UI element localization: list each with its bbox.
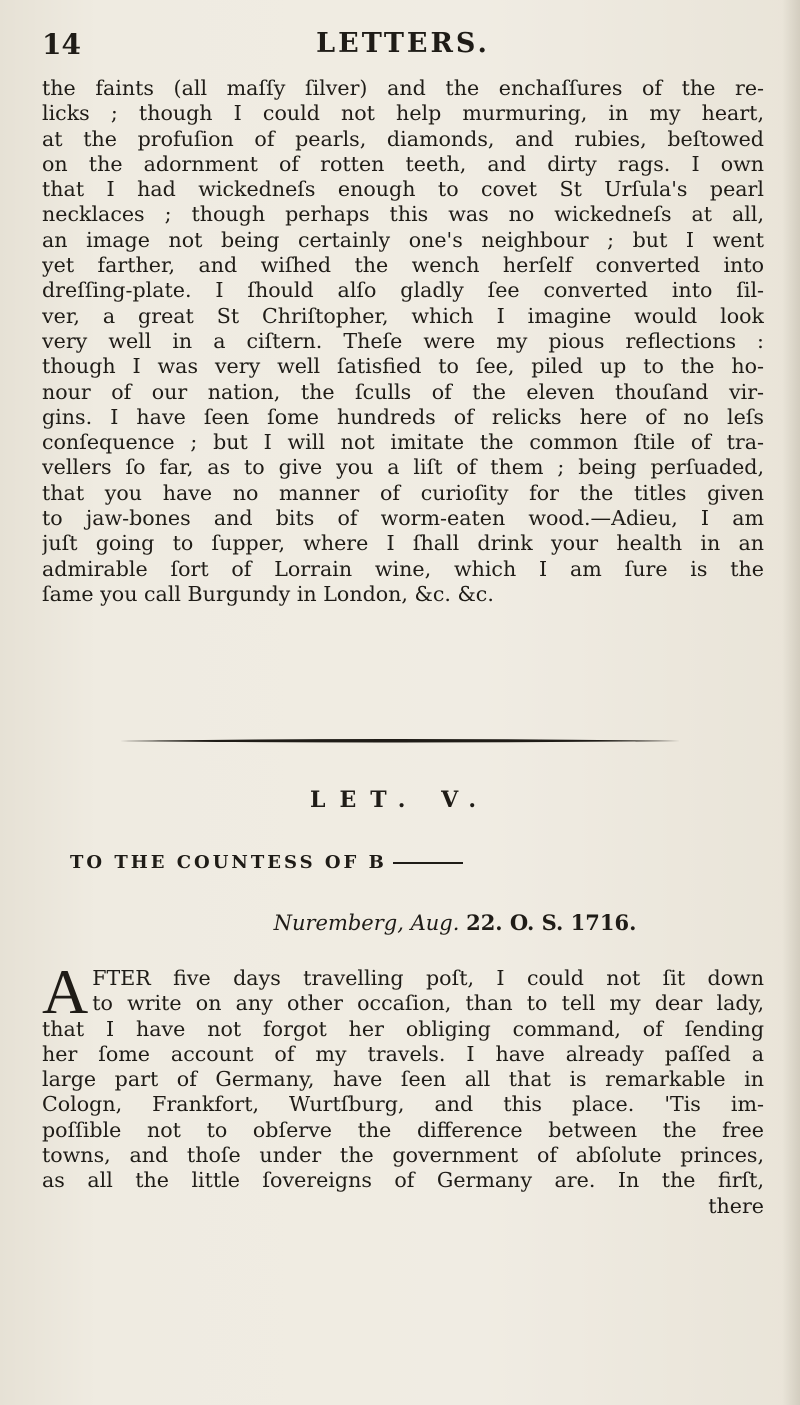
page-header [42,28,764,68]
text-line: towns, and thoſe under the government of abſolute princes, [42,1143,764,1168]
text-line: that I had wickedneſs enough to covet St Urſula's pearl [42,177,764,202]
letter-body [42,956,764,1219]
text-line: the faints (all maſſy ſilver) and the enchaſſures of the re- [42,76,764,100]
text-line: an image not being certainly one's neighbour ; but I went [42,227,764,252]
text-line: very well in a ciſtern. Theſe were my pious reflections : [42,328,764,353]
addressee-text: TO THE COUNTESS OF B [70,852,387,873]
letter-dateline [0,910,800,935]
text-line: though I was very well ſatisfied to ſee, piled up to the ho- [42,354,764,379]
section-rule-graphic [120,738,680,744]
text-line: to jaw-bones and bits of worm-eaten wood.—Adieu, I am [42,506,764,531]
text-line: Cologn, Frankfort, Wurtſburg, and this place. 'Tis im- [42,1092,764,1117]
text-line: vellers ſo far, as to give you a liſt of them ; being perſuaded, [42,455,764,480]
dateline-month: Aug. [410,911,460,935]
text-line: gins. I have ſeen ſome hundreds of relicks here of no leſs [42,404,764,429]
text-line: that I have not forgot her obliging command, of ſending [42,1016,764,1041]
dateline-place: Nuremberg, [273,911,404,935]
catchword: there [708,1193,764,1218]
letter-number: LET. V. [310,787,490,813]
text-line: FTER five days travelling poſt, I could not ſit down [92,966,764,990]
dateline-date: 22. O. S. 1716. [466,910,637,935]
text-line: ver, a great St Chriſtopher, which I imagine would look [42,303,764,328]
text-line: her ſome account of my travels. I have already paſſed a [42,1041,764,1066]
addressee-dash [393,862,463,864]
drop-cap: A [42,956,89,1027]
text-line: to write on any other occaſion, than to tell my dear lady, [92,991,764,1016]
letter-addressee [70,852,760,873]
running-head: LETTERS. [316,28,490,59]
text-line: necklaces ; though perhaps this was no wickedneſs at all, [42,202,764,227]
text-line: nour of our nation, the ſculls of the eleven thouſand vir- [42,379,764,404]
text-line: at the profuſion of pearls, diamonds, and rubies, beſtowed [42,126,764,151]
text-line: large part of Germany, have ſeen all that is remarkable in [42,1067,764,1092]
text-line: licks ; though I could not help murmuring, in my heart, [42,101,764,126]
page-number: 14 [42,28,81,61]
text-line: ſame you call Burgundy in London, &c. &c. [42,581,494,606]
text-line: on the adornment of rotten teeth, and dirty rags. I own [42,151,764,176]
text-line: dreſſing-plate. I ſhould alſo gladly ſee converted into ſil- [42,278,764,303]
text-line: that you have no manner of curioſity for the titles given [42,480,764,505]
section-rule [120,738,680,744]
text-line: conſequence ; but I will not imitate the common ſtile of tra- [42,430,764,455]
text-line: yet farther, and wiſhed the wench herſelf converted into [42,253,764,278]
text-line: poſſible not to obſerve the difference between the free [42,1117,764,1142]
text-line: as all the little ſovereigns of Germany are. In the firſt, [42,1168,764,1193]
text-line: juſt going to ſupper, where I ſhall drink your health in an [42,531,764,556]
previous-letter-ending [42,76,764,607]
text-line: admirable ſort of Lorrain wine, which I am ſure is the [42,556,764,581]
